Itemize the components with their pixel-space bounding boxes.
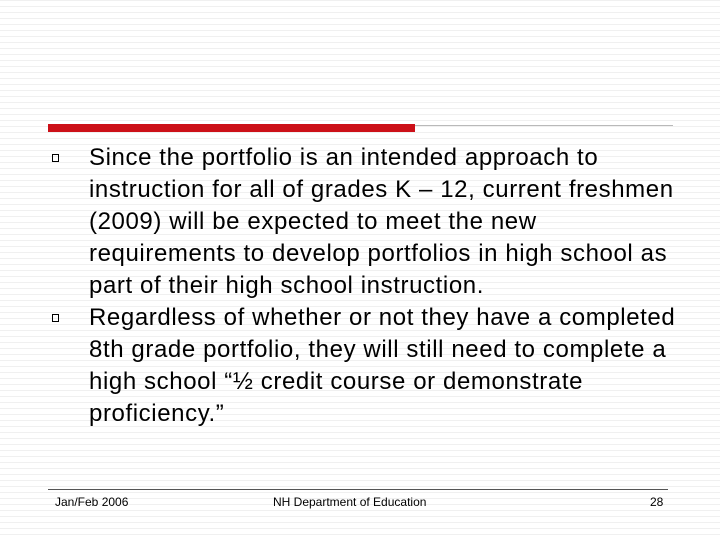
bullet-text: Regardless of whether or not they have a completed 8th grade portfolio, they will still need to complete a high school “½ credit course or demonstrate proficiency.” [89, 304, 676, 427]
hollow-square-bullet-icon [52, 154, 59, 162]
footer-date: Jan/Feb 2006 [55, 495, 129, 509]
bullet-item [52, 302, 682, 430]
bullet-list [52, 142, 682, 430]
slide-number: 28 [650, 495, 664, 509]
footer-organization: NH Department of Education [273, 495, 427, 509]
bullet-text: Since the portfolio is an intended approach to instruction for all of grades K – 12, current freshmen (2009) will be expected to meet the new requirements to develop portfolios in high school as part of their high school instruction. [89, 144, 674, 299]
bullet-item [52, 142, 682, 302]
hollow-square-bullet-icon [52, 314, 59, 322]
footer-divider-line [48, 489, 668, 490]
title-accent-bar [48, 124, 415, 132]
